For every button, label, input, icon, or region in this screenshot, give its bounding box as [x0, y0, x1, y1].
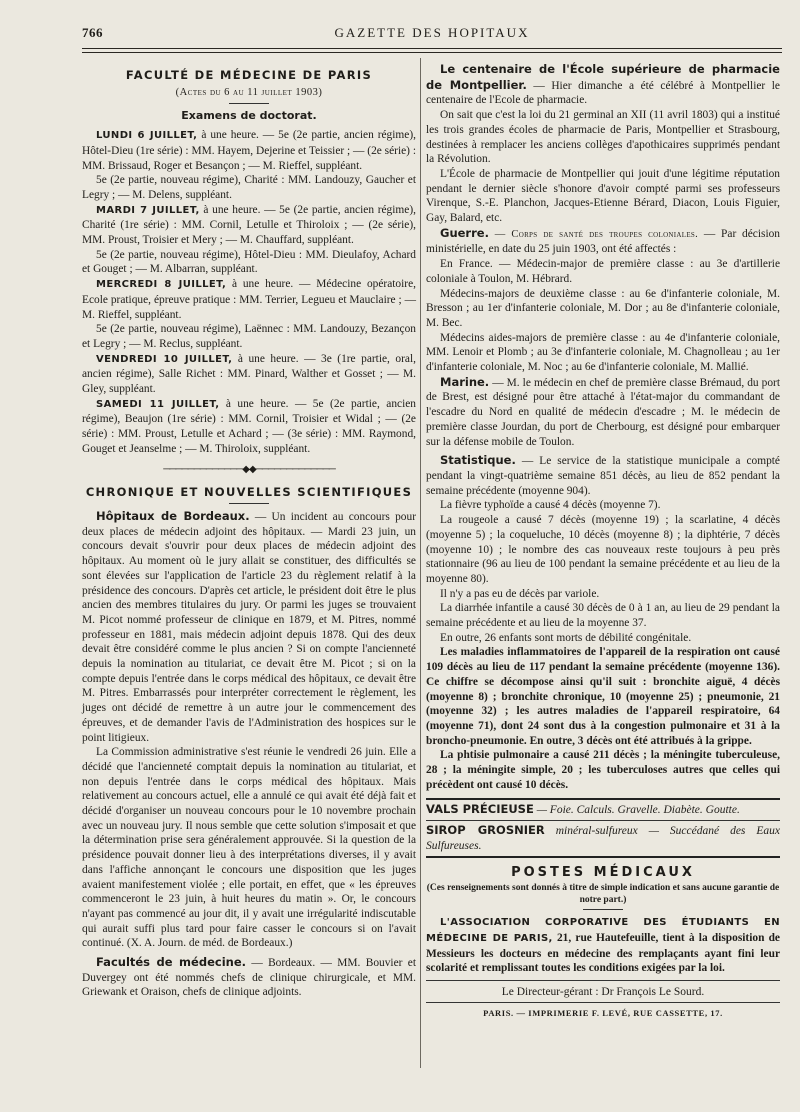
exam-samedi: SAMEDI 11 JUILLET, à une heure. — 5e (2e partie, ancien régime), Beaujon (1re série) : MM. Cornil, Troisier et Widal ; — (2e série) : MM. Proust, Letulle et Achard ; — (3e série) : MM. Raymond, Gouget et Jeanselme ; — M. Thiroloix, suppléant. [82, 397, 417, 455]
guerre-article: Guerre. — Corps de santé des troupes coloniales. — Par décision ministérielle, en date du 25 juin 1903, ont été affectés : [426, 225, 780, 256]
divider [583, 909, 623, 910]
divider [229, 103, 269, 104]
statistique-typhoide: La fièvre typhoïde a causé 4 décès (moyenne 7). [440, 499, 661, 512]
statistique-variole: Il n'y a pas eu de décès par variole. [440, 587, 600, 600]
faculte-subtitle: (Actes du 6 au 11 juillet 1903) [175, 86, 323, 98]
marine-article: Marine. — M. le médecin en chef de première classe Brémaud, du port de Brest, est désigné pour être attaché à l'état-major du commandant de l'escadre du Nord en qualité de médecin d'escadre ; M. le médecin de première classe Jourdan, du port de Cherbourg, est désigné pour embarquer sur la défense mobile de Toulon. [426, 374, 780, 448]
chronique-title: CHRONIQUE ET NOUVELLES SCIENTIFIQUES [85, 485, 413, 500]
association-notice: L'ASSOCIATION CORPORATIVE DES ÉTUDIANTS EN MÉDECINE DE PARIS, 21, rue Hautefeuille, tient à la disposition de Messieurs les docteurs en médecine des remplaçants ayant fini leur scolarité et remplissant toutes les conditions exigées par la loi. [426, 917, 780, 975]
bordeaux-article: Hôpitaux de Bordeaux. — Un incident au concours pour deux places de médecin adjoint des hôpitaux. — Mardi 23 juin, un concours devait s'ouvrir pour deux places de médecin adjoint des hôpitaux. Au moment où le jury allait se constituer, des difficultés se sont élevées sur l'application de l'article 23 du règlement relatif à la présidence des concours. D'après cet article, le président doit être le plus ancien des membres titulaires du jury. Or parmi les juges se trouvaient M. Picot nommé professeur de clinique en 1879, et M. Pitres, nommé professeur en 1881, mais médecin adjoint depuis 1878. Qui des deux devait être considéré comme le plus ancien ? Si on compte l'ancienneté depuis la nomination au titulariat, ce devait être M. Picot ; si on la compte depuis l'entrée dans le corps médical des hôpitaux, ce devait être M. Pitres. Embarrassés pour interpréter correctement le règlement, les juges ont décidé de remettre à un autre jour le commencement des épreuves, et de demander l'avis de l'Administration des hospices sur le point litigieux. [82, 508, 416, 744]
examens-title: Examens de doctorat. [181, 109, 317, 123]
faculte-title: FACULTÉ DE MÉDECINE DE PARIS [125, 68, 373, 82]
exam-vendredi: VENDREDI 10 JUILLET, à une heure. — 3e (1re partie, oral, ancien régime), Salle Richet : MM. Pinard, Walther et Gosset ; — M. Gley, suppléant. [82, 352, 416, 396]
postes-note: (Ces renseignements sont donnés à titre de simple indication et sans aucune garantie de notre part.) [426, 883, 780, 906]
statistique-debilite: En outre, 26 enfants sont morts de débilité congénitale. [440, 631, 692, 644]
exam-lundi: LUNDI 6 JUILLET, à une heure. — 5e (2e partie, ancien régime), Hôtel-Dieu (1re série) : MM. Hayem, Dejerine et Teissier ; — (2e série) : MM. Brissaud, Roger et Besançon ; — M. Rieffel, suppléant. [82, 129, 416, 172]
ornament-divider: ─────────────◆◆───────────── [163, 463, 335, 475]
footer-rule [426, 1002, 780, 1003]
exam-mardi: MARDI 7 JUILLET, à une heure. — 5e (2e partie, ancien régime), Charité (1re série) : MM. Cornil, Letulle et Thiroloix ; — (2e série), MM. Proust, Troisier et Mery ; — M. Chauffard, suppléant. [82, 203, 416, 247]
centenaire-article-3: L'École de pharmacie de Montpellier qui jouit d'une légitime réputation pendant le dernier siècle s'honore d'avoir compté parmi ses professeurs Virenque, S.-E. Planchon, Jacques-Etienne Bérard, Diacon, Louis Figuier, Gay, Balard, etc. [426, 167, 780, 225]
left-column [82, 62, 416, 1000]
statistique-rougeole: La rougeole a causé 7 décès (moyenne 19) ; la scarlatine, 4 décès (moyenne 5) ; la coqueluche, 10 décès (moyenne 8) ; la diphtérie, 7 décès (moyenne 10) ; le nombre des cas nouveaux reste toujours à peu près stationnaire (96 au lieu de 100 pendant la semaine précédente et au lieu de la moyenne 80). [426, 514, 780, 585]
guerre-article-4: Médecins aides-majors de première classe : au 4e d'infanterie coloniale, MM. Lenoir et Plomb ; au 3e d'infanterie coloniale, M. Chagnolleau ; au 1er d'infanterie coloniale, M. Noc ; au 6e d'infanterie coloniale, M. Mallié. [426, 331, 780, 374]
guerre-article-3: Médecins-majors de deuxième classe : au 6e d'infanterie coloniale, M. Bresson ; au 1er d'infanterie coloniale, M. Dor ; au 8e d'infanterie coloniale, M. Bec. [426, 287, 780, 329]
statistique-article: Statistique. — Le service de la statistique municipale a compté pendant la vingt-quatrième semaine 851 décès, au lieu de 852 pendant la semaine précédente (moyenne 904). [426, 453, 780, 497]
statistique-diarrhee: La diarrhée infantile a causé 30 décès de 0 à 1 an, au lieu de 29 pendant la semaine précédente et au lieu de la moyenne 37. [426, 602, 780, 630]
exam-mercredi: MERCREDI 8 JUILLET, à une heure. — Médecine opératoire, Ecole pratique, épreuve pratique : MM. Terrier, Legueu et Mauclaire ; — M. Rieffel, suppléant. [82, 278, 416, 321]
right-column [426, 62, 780, 1020]
centenaire-article: Le centenaire de l'École supérieure de pharmacie de Montpellier. — Hier dimanche a été célébré à Montpellier le centenaire de l'Ecole de pharmacie. [426, 62, 780, 107]
divider [229, 503, 269, 504]
statistique-respiration: Les maladies inflammatoires de l'appareil de la respiration ont causé 109 décès au lieu de 117 pendant la semaine précédente (moyenne 136). Ce chiffre se décompose ainsi qu'il suit : bronchite aiguë, 4 décès (moyenne 8) ; bronchite chronique, 10 (moyenne 25) ; pneumonie, 21 (moyenne 32) ; les autres maladies de l'appareil respiratoire, 64 (moyenne 71), dont 24 sont dus à la congestion pulmonaire et 31 à la broncho-pneumonie. En outre, 3 décès ont été attribués à la grippe. [426, 646, 780, 747]
director-line: Le Directeur-gérant : Dr François Le Sourd. [501, 986, 705, 999]
statistique-phtisie: La phtisie pulmonaire a causé 211 décès ; la méningite tuberculeuse, 28 ; la méningite simple, 20 ; les tuberculoses autres que celles qui précèdent ont causé 10 décès. [426, 749, 780, 791]
facultes-article: Facultés de médecine. — Bordeaux. — MM. Bouvier et Duvergey ont été nommés chefs de clinique chirurgicale, et MM. Griewank et Oraison, chefs de clinique adjoints. [82, 955, 416, 999]
ad-sirop: SIROP GROSNIER minéral-sulfureux — Succédané des Eaux Sulfureuses. [426, 823, 781, 852]
page-number: 766 [82, 25, 103, 40]
printer-line: PARIS. — IMPRIMERIE F. LEVÉ, RUE CASSETTE, 17. [483, 1007, 723, 1018]
ad-vals: VALS PRÉCIEUSE — Foie. Calculs. Gravelle. Diabète. Goutte. [426, 802, 740, 817]
header-rule-bottom [82, 52, 782, 53]
ad-rule [426, 856, 780, 858]
exam-mardi-2: 5e (2e partie, nouveau régime), Hôtel-Dieu : MM. Dieulafoy, Achard et Gouget ; — M. Albarran, suppléant. [82, 248, 416, 276]
postes-title: POSTES MÉDICAUX [511, 864, 695, 880]
exam-lundi-2: 5e (2e partie, nouveau régime), Charité : MM. Landouzy, Gaucher et Legry ; — M. Delens, suppléant. [82, 174, 416, 201]
footer-rule [426, 980, 780, 981]
centenaire-article-2: On sait que c'est la loi du 21 germinal an XII (11 avril 1803) qui a institué les trois grandes écoles de pharmacie de Paris, Montpellier et Strasbourg, destinées à remplacer les anciens collèges d'apothicaires supprimés pendant la Révolution. [426, 109, 780, 166]
journal-title: GAZETTE DES HOPITAUX [334, 25, 530, 40]
ad-rule [426, 820, 780, 821]
running-head [82, 26, 782, 44]
exam-mercredi-2: 5e (2e partie, nouveau régime), Laënnec : MM. Landouzy, Bezançon et Legry ; — M. Reclus, suppléant. [82, 323, 416, 350]
header-rule-top [82, 48, 782, 49]
column-divider [420, 58, 421, 1068]
guerre-article-2: En France. — Médecin-major de première classe : au 3e d'artillerie coloniale à Toulon, M. Hébrard. [426, 258, 780, 285]
bordeaux-article-2: La Commission administrative s'est réunie le vendredi 26 juin. Elle a décidé que l'ancienneté comptait depuis la nomination au titulariat, et non depuis l'entrée dans le corps médical des hôpitaux. Mais relativement au concours actuel, elle a annulé ce qui avait été déjà fait et décidé d'organiser un nouveau concours pour le 10 novembre prochain avec un nouveau jury. Il nous semble que cette solution s'imposait et que la détermination prise sera généralement approuvée. Si la question de la présidence pouvait donner lieu à des interprétations diverses, il y avait dans l'affiche annonçant le concours une disposition que les juges avaient manifestement violée ; elle portait, en effet, que « les épreuves commenceront le 23 juin, à huit heures du matin ». Or, le concours n'ayant pas commencé au jour dit, il y avait une irrégularité indiscutable qui aurait suffi plus tard pour faire casser le concours si on l'avait continué. (X. A. Journ. de méd. de Bordeaux.) [82, 746, 416, 950]
ad-rule [426, 798, 780, 800]
